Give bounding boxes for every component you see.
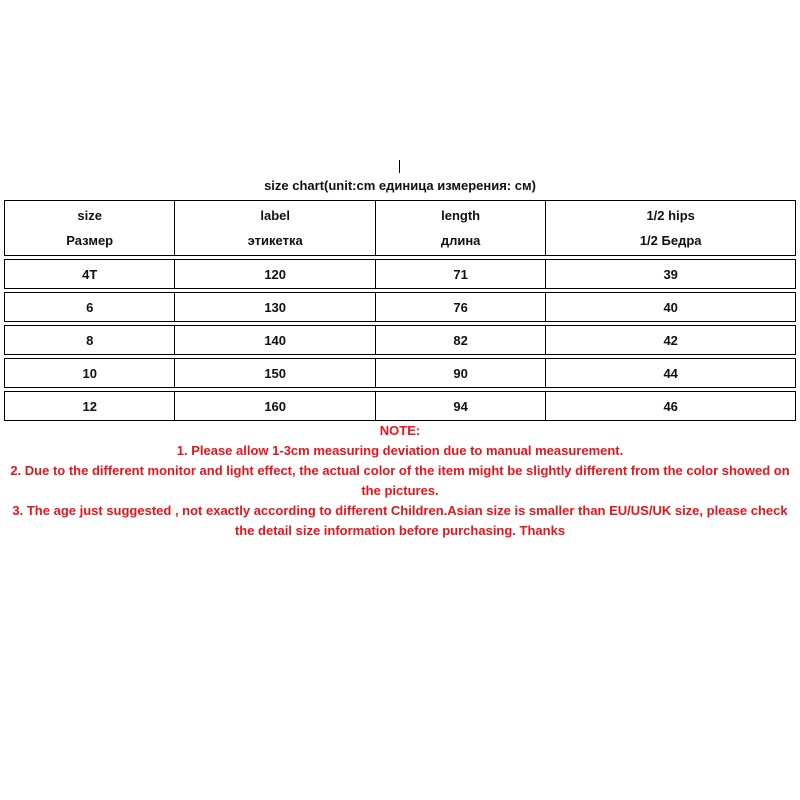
cell-length: 82 [375,325,545,355]
table-row [4,259,796,289]
cell-hips: 46 [545,391,796,421]
cell-length: 90 [375,358,545,388]
table-row [4,358,796,388]
cell-size: 8 [4,325,174,355]
cell-length: 94 [375,391,545,421]
header-cell-label [174,200,375,256]
notes-heading: NOTE: [379,423,421,438]
cell-label: 160 [174,391,375,421]
cell-label: 120 [174,259,375,289]
cell-hips: 40 [545,292,796,322]
text-cursor-mark [399,160,400,173]
cell-label: 130 [174,292,375,322]
cell-length: 76 [375,292,545,322]
cell-label: 140 [174,325,375,355]
header-hips-ru: 1/2 Бедра [639,233,702,248]
cell-hips: 39 [545,259,796,289]
size-chart-table [4,197,796,424]
table-row [4,391,796,421]
header-label-en: label [260,208,290,223]
cell-length: 71 [375,259,545,289]
cell-size: 10 [4,358,174,388]
header-cell-size [4,200,174,256]
table-row [4,292,796,322]
table-row [4,325,796,355]
header-hips-en: 1/2 hips [646,208,695,223]
header-length-ru: длина [440,233,481,248]
table-header-row [4,200,796,256]
cell-size: 12 [4,391,174,421]
header-size-ru: Размер [66,233,114,248]
cell-hips: 44 [545,358,796,388]
header-cell-hips [545,200,796,256]
note-item-1: 1. Please allow 1-3cm measuring deviation due to manual measurement. [176,443,624,458]
cell-label: 150 [174,358,375,388]
cell-hips: 42 [545,325,796,355]
note-item-3: 3. The age just suggested , not exactly according to different Children.Asian size is smaller than EU/US/UK size, please check the detail size information before purchasing. Thanks [12,503,788,538]
chart-title: size chart(unit:cm единица измерения: см) [264,178,536,193]
note-item-2: 2. Due to the different monitor and light effect, the actual color of the item might be slightly different from the color showed on the pictures. [10,463,790,498]
header-label-ru: этикетка [247,233,303,248]
notes-section [0,421,800,541]
header-length-en: length [441,208,481,223]
header-cell-length [375,200,545,256]
cell-size: 4T [4,259,174,289]
header-size-en: size [77,208,102,223]
cell-size: 6 [4,292,174,322]
